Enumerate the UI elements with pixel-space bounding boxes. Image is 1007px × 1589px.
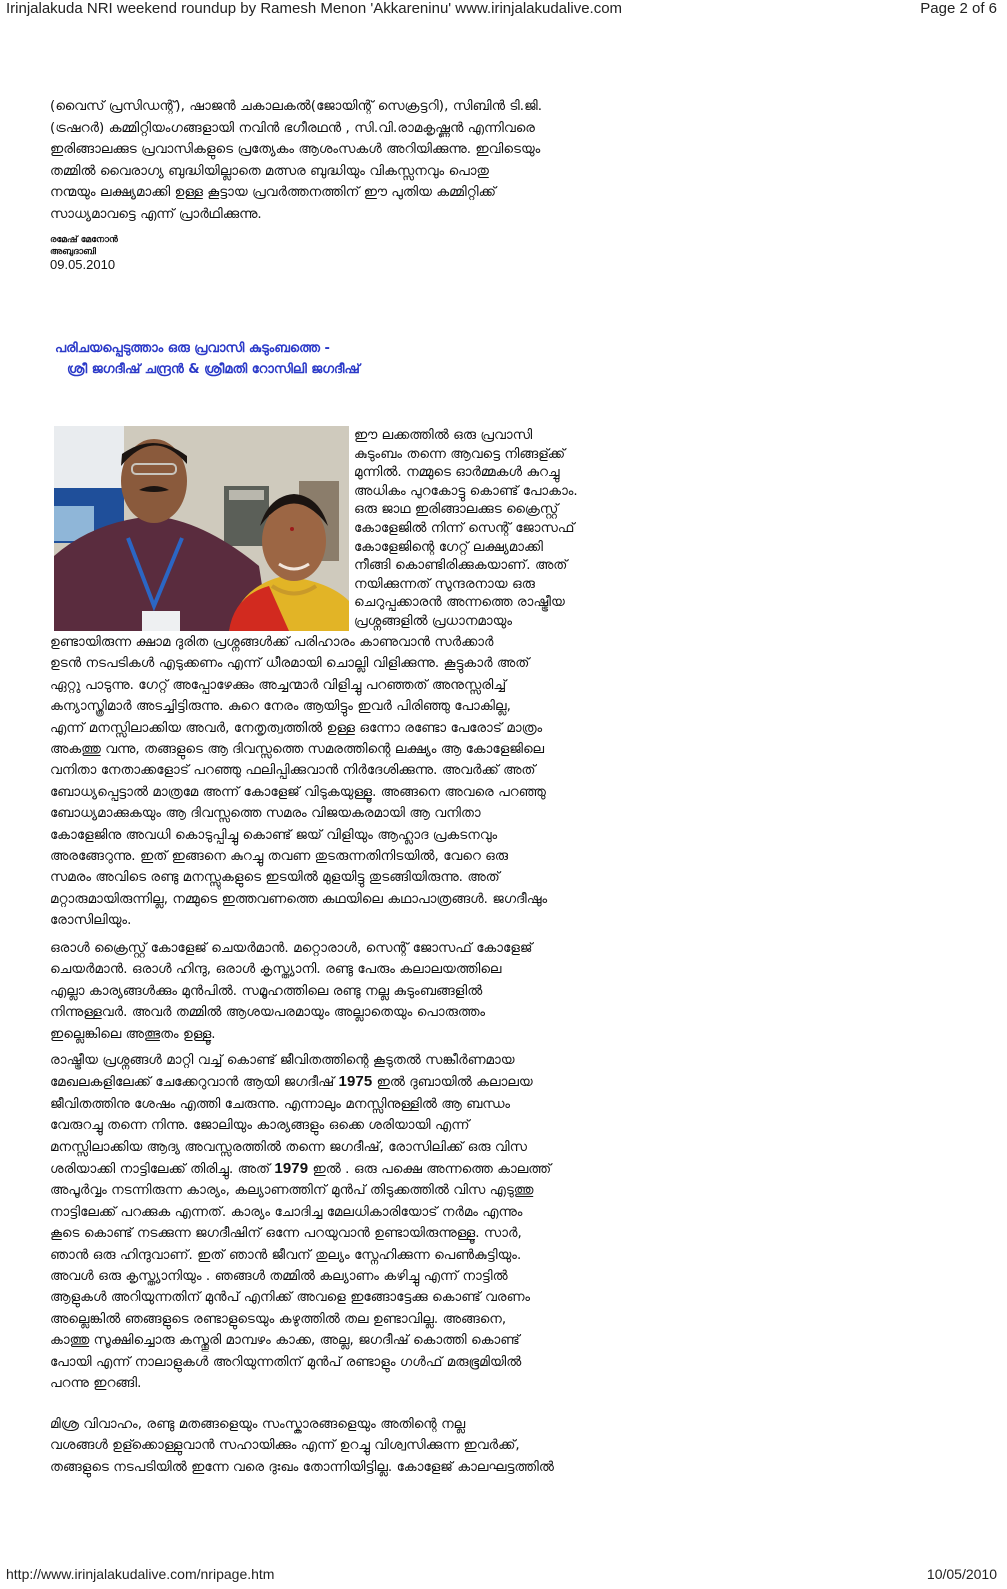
year-number: 1979 <box>274 1160 309 1178</box>
text-line: നയിക്കുന്നത് സുന്ദരനായ ഒരു <box>354 576 535 592</box>
document-title: Irinjalakuda NRI weekend roundup by Ramesh Menon 'Akkareninu' www.irinjalakudalive.com <box>6 0 623 17</box>
text-line: വനിതാ നേതാക്കളോട് പറഞ്ഞു ഫലിപ്പിക്കുവാൻ നിർദേശിക്കുന്നു. അവർക്ക് അത് <box>50 763 536 779</box>
text-line: നാട്ടിലേക്ക് പറക്കുക എന്നത്. കാര്യം ചോദിച്ച മേലധികാരിയോട് നർമം എന്നും <box>50 1204 523 1220</box>
text-line: പറന്നു ഇറങ്ങി. <box>50 1376 142 1392</box>
page-header <box>0 0 1007 22</box>
text-line: ബോധ്യമാക്കുകയും ആ ദിവസ്സത്തെ സമരം വിജയകരമായി ആ വനിതാ <box>50 806 481 822</box>
text-line: (ട്രഷറർ) കമ്മിറ്റിയംഗങ്ങളായി നവിൻ ഭഗീരഥൻ , സി.വി.രാമകൃഷ്ണൻ എന്നിവരെ <box>50 120 535 136</box>
text-line: കോളേജിൽ നിന്ന് സെന്റ് ജോസഫ് <box>354 520 575 536</box>
text-line: ഉണ്ടായിരുന്ന ക്ഷാമ ദുരിത പ്രശ്നങ്ങൾക്ക് പരിഹാരം കാണുവാൻ സർക്കാർ <box>50 635 494 650</box>
intro-paragraph <box>50 96 630 226</box>
text-line: പ്രശ്നങ്ങളിൽ പ്രധാനമായും <box>354 613 513 629</box>
text-line: കോളേജിനു അവധി കൊടുപ്പിച്ചു കൊണ്ട് ജയ് വിളിയും ആഹ്ലാദ പ്രകടനവും <box>50 827 498 843</box>
article-paragraph-2 <box>50 938 630 1045</box>
signature-name: രമേഷ് മേനോൻ <box>50 235 118 245</box>
text-line: കുടുംബം തന്നെ ആവട്ടെ നിങ്ങള്ക്ക് <box>354 446 566 462</box>
text-line: അപൂർവ്വം നടന്നിരുന്ന കാര്യം, കല്യാണത്തിന് മുൻപ് തിടുക്കത്തിൽ വിസ എടുത്തു <box>50 1183 534 1199</box>
text-line: മറ്റാരുമായിരുന്നില്ല, നമ്മുടെ ഇത്തവണത്തെ കഥയിലെ കഥാപാത്രങ്ങൾ. ജഗദീഷും <box>50 891 548 907</box>
article-heading-line1: പരിചയപ്പെടുത്താം ഒരു പ്രവാസി കുടുംബത്തെ - <box>55 341 330 356</box>
text-line: കൂടെ കൊണ്ട് നടക്കുന്ന ജഗദീഷിന് ഒന്നേ പറയുവാൻ ഉണ്ടായിരുന്നുള്ളൂ. സാർ, <box>50 1226 522 1242</box>
text-line: മേഖലകളിലേക്ക് ചേക്കേറുവാൻ ആയി ജഗദീഷ് 1975 ഇൽ ദുബായിൽ കലാലയ <box>50 1073 533 1091</box>
article-heading <box>55 338 360 380</box>
text-line: കോളേജിന്റെ ഗേറ്റ് ലക്ഷ്യമാക്കി <box>354 539 543 555</box>
text-line: ഒരു ജാഥ ഇരിങ്ങാലക്കുട ക്രൈസ്റ്റ് <box>354 502 559 518</box>
text-line: ബോധ്യപ്പെട്ടാൽ മാത്രമേ അന്ന് കോളേജ് വിടുകയുള്ളൂ. അങ്ങനെ അവരെ പറഞ്ഞു <box>50 784 546 800</box>
text-line: ഒരാൾ ക്രൈസ്റ്റ് കോളേജ് ചെയർമാൻ. മറ്റൊരാൾ, സെന്റ് ജോസഫ് കോളേജ് <box>50 941 533 956</box>
text-line: ഞാൻ ഒരു ഹിന്ദുവാണ്. ഇത് ഞാൻ ജീവന് തുല്യം സ്നേഹിക്കുന്ന പെൺകുട്ടിയും. <box>50 1247 522 1263</box>
text-line: നന്മയും ലക്ഷ്യമാക്കി ഉള്ള കൂട്ടായ പ്രവർത്തനത്തിന് ഈ പുതിയ കമ്മിറ്റിക്ക് <box>50 185 496 201</box>
text-line: രോസിലിയും. <box>50 913 132 929</box>
text-line: അവൾ ഒരു കൃസ്ത്യാനിയും . ഞങ്ങൾ തമ്മിൽ കല്യാണം കഴിച്ചു എന്ന് നാട്ടിൽ <box>50 1269 508 1285</box>
text-line: കന്യാസ്ത്രിമാർ അടച്ചിട്ടിരുന്നു. കുറെ നേരം ആയിട്ടും ഇവർ പിരിഞ്ഞു പോകില്ല, <box>50 699 511 715</box>
text-line: വേരുറച്ചു തന്നെ നിന്നു. ജോലിയും കാര്യങ്ങളും ഒക്കെ ശരിയായി എന്ന് <box>50 1118 470 1134</box>
text-line: ജീവിതത്തിനു ശേഷം എത്തി ചേരുന്നു. എന്നാലും മനസ്സിനുള്ളിൽ ആ ബന്ധം <box>50 1096 511 1112</box>
article-wrap-text <box>354 427 639 632</box>
article-paragraph-4 <box>50 1414 630 1478</box>
page-footer <box>0 1566 1007 1588</box>
text-line: അരങ്ങേറുന്നു. ഇത് ഇങ്ങനെ കുറച്ചു തവണ തുടരുന്നതിനിടയിൽ, വേറെ ഒരു <box>50 849 509 865</box>
text-line: ആളുകൾ അറിയുന്നതിന് മുൻപ് എനിക്ക് അവളെ ഇങ്ങോട്ടേക്കു കൊണ്ട് വരണം <box>50 1290 531 1306</box>
text-line: തമ്മിൽ വൈരാഗ്യ ബുദ്ധിയില്ലാതെ മത്സര ബുദ്ധിയും വികസ്സനവും പൊതു <box>50 163 489 179</box>
photo-image-icon <box>54 426 349 631</box>
year-number: 1975 <box>338 1073 373 1091</box>
text-line: ഈ ലക്കത്തിൽ ഒരു പ്രവാസി <box>354 428 533 443</box>
text-line: ഏറ്റു പാടുന്നു. ഗേറ്റ് അപ്പോഴേക്കും അച്ചന്മാർ വിളിച്ചു പറഞ്ഞത് അനുസ്സരിച്ച് <box>50 677 507 693</box>
text-line: രാഷ്ട്രീയ പ്രശ്നങ്ങൾ മാറ്റി വച്ച് കൊണ്ട് ജീവിതത്തിന്റെ കൂടുതൽ സങ്കീർണമായ <box>50 1053 515 1068</box>
text-line: നീങ്ങി കൊണ്ടിരിക്കുകയാണ്. അത് <box>354 558 568 574</box>
footer-date: 10/05/2010 <box>926 1566 997 1582</box>
text-line: ചെറുപ്പക്കാരൻ അന്നത്തെ രാഷ്ട്രീയ <box>354 595 565 611</box>
text-line: സമരം അവിടെ രണ്ടു മനസ്സുകളുടെ ഇടയിൽ മുളയിട്ടു തുടങ്ങിയിരുന്നു. അത് <box>50 870 500 886</box>
text-line: ഉടൻ നടപടികൾ എടുക്കണം എന്ന് ധീരമായി ചൊല്ലി വിളിക്കുന്നു. കൂട്ടുകാർ അത് <box>50 656 530 672</box>
article-paragraph-1 <box>50 632 630 932</box>
text-line: അധികം പുറകോട്ടു കൊണ്ട് പോകാം. <box>354 483 578 499</box>
text-line: നിന്നുള്ളവർ. അവർ തമ്മിൽ ആശയപരമായും അല്ലാതെയും പൊരുത്തം <box>50 1005 486 1021</box>
text-line: സാധ്യമാവട്ടെ എന്ന് പ്രാർഥിക്കുന്നു. <box>50 206 262 222</box>
signature-date: 09.05.2010 <box>50 257 116 272</box>
page-number: Page 2 of 6 <box>920 0 997 17</box>
signature-block <box>50 234 118 271</box>
text-line: തങ്ങളുടെ നടപടിയിൽ ഇന്നേ വരെ ദുഃഖം തോന്നിയിട്ടില്ല. കോളേജ് കാലഘട്ടത്തിൽ <box>50 1459 554 1475</box>
text-line: പോയി എന്ന് നാലാളുകൾ അറിയുന്നതിന് മുൻപ് രണ്ടാളും ഗൾഫ് മരുഭൂമിയിൽ <box>50 1354 522 1370</box>
text-line: കാത്തു സൂക്ഷിച്ചൊരു കസ്തൂരി മാമ്പഴം കാക്ക, അല്ല, ജഗദീഷ് കൊത്തി കൊണ്ട് <box>50 1333 520 1349</box>
footer-url[interactable]: http://www.irinjalakudalive.com/nripage.htm <box>6 1566 275 1582</box>
signature-place: അബുദാബി <box>50 247 96 257</box>
text-line: ചെയർമാൻ. ഒരാൾ ഹിന്ദു, ഒരാൾ കൃസ്ത്യാനി. രണ്ടു പേരും കലാലയത്തിലെ <box>50 962 502 978</box>
text-line: അല്ലെങ്കിൽ ഞങ്ങളുടെ രണ്ടാളുടെയും കഴുത്തിൽ തല ഉണ്ടാവില്ല. അങ്ങനെ, <box>50 1311 507 1327</box>
text-line: മനസ്സിലാക്കിയ ആദ്യ അവസ്സരത്തിൽ തന്നെ ജഗദീഷ്, രോസിലിക്ക് ഒരു വിസ <box>50 1139 527 1155</box>
text-line: ശരിയാക്കി നാട്ടിലേക്ക് തിരിച്ചു. അത് 1979 ഇൽ . ഒരു പക്ഷെ അന്നത്തെ കാലത്ത് <box>50 1160 552 1178</box>
text-line: ഇരിങ്ങാലക്കുട പ്രവാസികളുടെ പ്രത്യേകം ആശംസകൾ അറിയിക്കുന്നു. ഇവിടെയും <box>50 142 541 158</box>
article-paragraph-3 <box>50 1050 630 1395</box>
text-line: വശങ്ങൾ ഉള്ക്കൊള്ളുവാൻ സഹായിക്കും എന്ന് ഉറച്ചു വിശ്വസിക്കുന്ന ഇവർക്ക്, <box>50 1438 520 1454</box>
text-line: എന്ന് മനസ്സിലാക്കിയ അവർ, നേതൃത്വത്തിൽ ഉള്ള ഒന്നോ രണ്ടോ പേരോട് മാത്രം <box>50 720 543 736</box>
text-line: മുന്നിൽ. നമ്മുടെ ഓർമ്മകൾ കുറച്ചു <box>354 465 560 481</box>
text-line: അകത്തു വന്നു, തങ്ങളുടെ ആ ദിവസ്സത്തെ സമരത്തിന്റെ ലക്ഷ്യം ആ കോളേജിലെ <box>50 742 545 758</box>
text-line: മിശ്ര വിവാഹം, രണ്ടു മതങ്ങളെയും സംസ്കാരങ്ങളെയും അതിന്റെ നല്ല <box>50 1417 466 1432</box>
couple-photo <box>54 426 349 631</box>
text-line: ഇല്ലെങ്കിലെ അത്ഭുതം ഉള്ളൂ. <box>50 1026 216 1042</box>
text-line: (വൈസ് പ്രസിഡന്റ്), ഷാജൻ ചകാലകൽ(ജോയിന്റ് സെക്രട്ടറി), സിബിൻ ടി.ജി. <box>50 99 543 114</box>
text-line: എല്ലാ കാര്യങ്ങൾക്കും മുൻപിൽ. സമൂഹത്തിലെ രണ്ടു നല്ല കുടുംബങ്ങളിൽ <box>50 983 483 999</box>
article-heading-line2: ശ്രീ ജഗദീഷ് ചന്ദ്രൻ & ശ്രീമതി റോസിലി ജഗദീഷ് <box>67 362 360 377</box>
